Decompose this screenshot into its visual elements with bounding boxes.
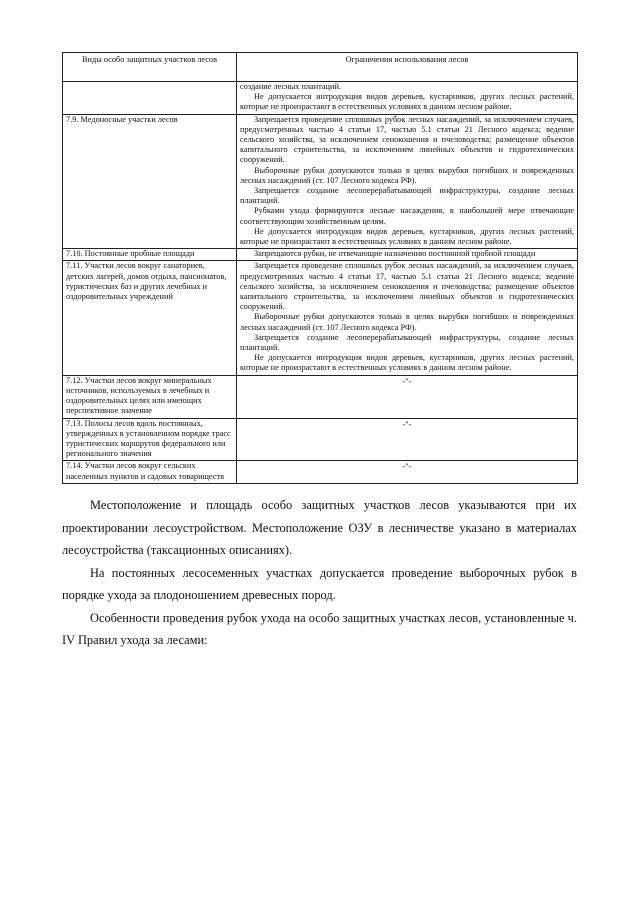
row-name-cell: 7.11. Участки лесов вокруг санаториев, детских лагерей, домов отдыха, пансионатов, туристических баз и других лечебных и оздоровительных учреждений (63, 261, 237, 375)
body-paragraph: Местоположение и площадь особо защитных участков лесов указываются при их проектировании лесоустройством. Местоположение ОЗУ в лесничестве указано в материалах лесоустройства (таксационных описаниях). (62, 498, 577, 557)
restriction-paragraph: Выборочные рубки допускаются только в целях вырубки погибших и поврежденных лесных насаждений (ст. 107 Лесного кодекса РФ). (240, 165, 574, 185)
restriction-paragraph: Рубками ухода формируются лесные насаждения, в наибольшей мере отвечающие соответствующим хозяйственным целям. (240, 206, 574, 226)
row-restrictions-cell (237, 82, 578, 115)
body-text (62, 494, 577, 652)
table-row (63, 261, 578, 375)
table-row (63, 114, 578, 249)
row-name-cell (63, 82, 237, 115)
restriction-paragraph: Не допускается интродукция видов деревьев, кустарников, других лесных растений, которые не произрастают в естественных условиях в данном лесном районе. (240, 353, 574, 373)
restriction-paragraph: Запрещается создание лесоперерабатывающей инфраструктуры, создание лесных плантаций. (240, 332, 574, 353)
restriction-paragraph: Запрещаются рубки, не отвечающие назначению постоянной пробной площади (254, 249, 536, 259)
row-ditto-cell: -"- (237, 461, 578, 483)
restriction-paragraph: Запрещается создание лесоперерабатывающей инфраструктуры, создание лесных плантаций. (240, 186, 574, 206)
table-row (63, 249, 578, 261)
body-paragraph: На постоянных лесосеменных участках допускается проведение выборочных рубок в порядке ухода за плодоношением древесных пород. (62, 565, 577, 602)
row-name-cell: 7.14. Участки лесов вокруг сельских населенных пунктов и садовых товариществ (63, 461, 237, 483)
table-row (63, 461, 578, 483)
row-name-cell: 7.10. Постоянные пробные площади (63, 249, 237, 261)
table-row (63, 418, 578, 461)
restriction-paragraph: Запрещается проведение сплошных рубок лесных насаждений, за исключением случаев, предусмотренных частью 4 статьи 17, частью 5.1 статьи 21 Лесного кодекса; ведение сельского хозяйства, за исключением сенокошения и пчеловодства; размещение объектов капитального строительства, за исключением линейных объектов и гидротехнических сооружений. (240, 261, 574, 312)
body-paragraph: Особенности проведения рубок ухода на особо защитных участках лесов, установленные ч. IV Правил ухода за лесами: (62, 610, 577, 647)
row-restrictions-cell (237, 261, 578, 375)
restriction-text: создание лесных плантаций. (240, 82, 341, 91)
table-header-row (63, 53, 578, 82)
row-restrictions-cell (237, 114, 578, 249)
row-name-cell: 7.13. Полосы лесов вдоль постоянных, утвержденных в установленном порядке трасс туристических маршрутов федерального или регионального значения (63, 418, 237, 461)
restriction-paragraph: Выборочные рубки допускаются только в целях вырубки погибших и поврежденных лесных насаждений (ст. 107 Лесного кодекса РФ). (240, 312, 574, 332)
header-use-restrictions: Ограничения использования лесов (237, 53, 578, 82)
row-restrictions-cell (237, 249, 578, 261)
protective-areas-table (62, 52, 578, 484)
row-name-cell: 7.9. Медоносные участки лесов (63, 114, 237, 249)
restriction-paragraph: Запрещается проведение сплошных рубок лесных насаждений, за исключением случаев, предусмотренных частью 4 статьи 17, частью 5.1 статьи 21 Лесного кодекса; ведение сельского хозяйства, за исключением сенокошения и пчеловодства; размещение объектов капитального строительства, за исключением линейных объектов и гидротехнических сооружений. (240, 114, 574, 165)
row-ditto-cell: -"- (237, 375, 578, 418)
row-name-cell: 7.12. Участки лесов вокруг минеральных источников, используемых в лечебных и оздоровительных целях или имеющих перспективное значение (63, 375, 237, 418)
restriction-paragraph: Не допускается интродукция видов деревьев, кустарников, других лесных растений, которые не произрастают в естественных условиях в данном лесном районе. (240, 226, 574, 247)
table-row-continuation (63, 82, 578, 115)
table-row (63, 375, 578, 418)
row-ditto-cell: -"- (237, 418, 578, 461)
restriction-paragraph: Не допускается интродукция видов деревьев, кустарников, других лесных растений, которые не произрастают в естественных условиях в данном лесном районе. (240, 92, 574, 112)
header-forest-area-types: Виды особо защитных участков лесов (63, 53, 237, 82)
